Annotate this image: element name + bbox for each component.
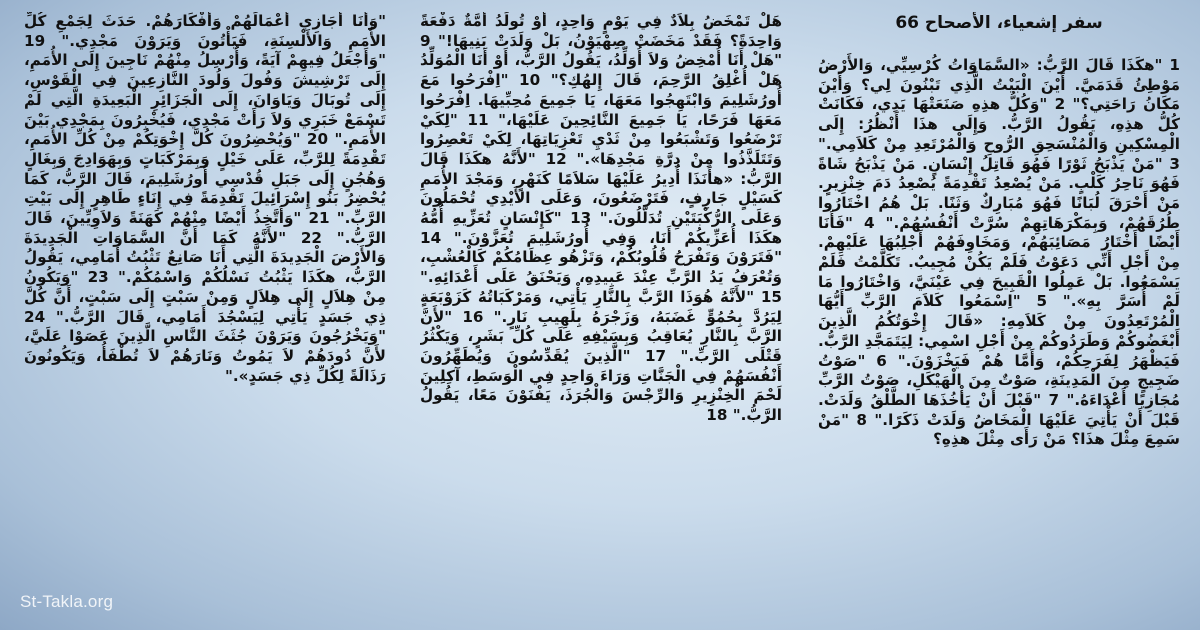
text-column-middle: [420, 12, 782, 612]
chapter-text-part-1: 1 "هكَذَا قَالَ الرَّبُّ: «السَّمَاوَاتُ كُرْسِيِّي، وَالأَرْضُ مَوْطِئُ قَدَمَيَّ. أَيْنَ الْبَيْتُ الَّذِي تَبْنُونَ لِي؟ وَأَيْنَ مَكَانُ رَاحَتِي؟" 2 "وَكُلُّ هذِهِ صَنَعَتْهَا يَدِي، فَكَانَتْ كُلُّ هذِهِ، يَقُولُ الرَّبُّ. وَإِلَى هذَا أَنْظُرُ: إِلَى الْمِسْكِينِ وَالْمُنْسَحِقِ الرُّوحِ وَالْمُرْتَعِدِ مِنْ كَلاَمِي." 3 "مَنْ يَذْبَحُ ثَوْرًا فَهُوَ قَاتِلُ إِنْسَانٍ. مَنْ يَذْبَحُ شَاةً فَهُوَ نَاحِرُ كَلْبٍ. مَنْ يُصْعِدُ تَقْدِمَةً يُصْعِدُ دَمَ خِنْزِيرٍ. مَنْ أَحْرَقَ لُبَانًا فَهُوَ مُبَارِكٌ وَثَنًا. بَلْ هُمُ اخْتَارُوا طُرُقَهُمْ، وَبِمَكْرَهَاتِهِمْ سُرَّتْ أَنْفُسُهُمْ." 4 "فَأَنَا أَيْضًا أَخْتَارُ مَصَائِبَهُمْ، وَمَخَاوِفَهُمْ أَجْلِبُهَا عَلَيْهِمْ. مِنْ أَجْلِ أَنِّي دَعَوْتُ فَلَمْ يَكُنْ مُجِيبٌ. تَكَلَّمْتُ فَلَمْ يَسْمَعُوا. بَلْ عَمِلُوا الْقَبِيحَ فِي عَيْنَيَّ، وَاخْتَارُوا مَا لَمْ أُسَرَّ بِهِ»." 5 "اِسْمَعُوا كَلاَمَ الرَّبِّ أَيُّهَا الْمُرْتَعِدُونَ مِنْ كَلاَمِهِ: «قَالَ إِخْوَتُكُمُ الَّذِينَ أَبْغَضُوكُمْ وَطَرَدُوكُمْ مِنْ أَجْلِ اسْمِي: لِيَتَمَجَّدِ الرَّبُّ. فَيَظْهَرُ لِفَرَحِكُمْ، وَأَمَّا هُمْ فَيَخْزَوْنَ." 6 "صَوْتُ ضَجِيجٍ مِنَ الْمَدِينَةِ، صَوْتٌ مِنَ الْهَيْكَلِ، صَوْتُ الرَّبِّ مُجَازِيًا أَعْدَاءَهُ." 7 "قَبْلَ أَنْ يَأْخُذَهَا الطَّلْقُ وَلَدَتْ. قَبْلَ أَنْ يَأْتِيَ عَلَيْهَا الْمَخَاضُ وَلَدَتْ ذَكَرًا." 8 "مَنْ سَمِعَ مِثْلَ هذَا؟ مَنْ رَأَى مِثْلَ هذِهِ؟: [818, 56, 1180, 449]
text-column-right: [818, 12, 1180, 612]
text-column-left: [24, 12, 386, 612]
site-watermark: St-Takla.org: [20, 592, 114, 611]
chapter-title: سفر إشعياء، الأصحاح 66: [895, 13, 1103, 33]
chapter-text-part-2: هَلْ تَمْخَضُ بِلاَدٌ فِي يَوْمٍ وَاحِدٍ، أَوْ تُولَدُ أُمَّةٌ دَفْعَةً وَاحِدَةً؟ فَقَدْ مَخَضَتْ صِهْيَوْنُ، بَلْ وَلَدَتْ بَنِيهَا!" 9 "هَلْ أَنَا أُمْخِضُ وَلاَ أُوَلِّدُ، يَقُولُ الرَّبُّ، أَوْ أَنَا الْمُوَلِّدُ هَلْ أُغْلِقُ الرَّحِمَ، قَالَ إِلهُكِ؟" 10 "اِفْرَحُوا مَعَ أُورُشَلِيمَ وَابْتَهِجُوا مَعَهَا، يَا جَمِيعَ مُحِبِّيهَا. اِفْرَحُوا مَعَهَا فَرَحًا، يَا جَمِيعَ النَّائِحِينَ عَلَيْهَا،" 11 "لِكَيْ تَرْضَعُوا وَتَشْبَعُوا مِنْ ثَدْيِ تَعْزِيَاتِهَا، لِكَيْ تَعْصِرُوا وَتَتَلَذَّذُوا مِنْ دِرَّةِ مَجْدِهَا»." 12 "لأَنَّهُ هكَذَا قَالَ الرَّبُّ: «هأَنَذَا أُدِيرُ عَلَيْهَا سَلاَمًا كَنَهْرٍ، وَمَجْدَ الأُمَمِ كَسَيْلٍ جَارِفٍ، فَتَرْضَعُونَ، وَعَلَى الأَيْدِي تُحْمَلُونَ وَعَلَى الرُّكْبَتَيْنِ تُدَلَّلُونَ." 13 "كَإِنْسَانٍ تُعَزِّيهِ أُمُّهُ هكَذَا أُعَزِّيكُمْ أَنَا، وَفِي أُورُشَلِيمَ تُعَزَّوْنَ." 14 "فَتَرَوْنَ وَتَفْرَحُ قُلُوبُكُمْ، وَتَزْهُو عِظَامُكُمْ كَالْعُشْبِ، وَتُعْرَفُ يَدُ الرَّبِّ عِنْدَ عَبِيدِهِ، وَيَحْنَقُ عَلَى أَعْدَائِهِ." 15 "لأَنَّهُ هُوَذَا الرَّبَّ بِالنَّارِ يَأْتِي، وَمَرْكَبَاتُهُ كَزَوْبَعَةٍ لِيَرُدَّ بِحُمُوٍّ غَضَبَهُ، وَزَجْرَهُ بِلَهِيبِ نَارٍ." 16 "لأَنَّ الرَّبَّ بِالنَّارِ يُعَاقِبُ وَبِسَيْفِهِ عَلَى كُلِّ بَشَرٍ، وَيَكْثُرُ قَتْلَى الرَّبِّ." 17 "الَّذِينَ يُقَدِّسُونَ وَيُطَهِّرُونَ أَنْفُسَهُمْ فِي الْجَنَّاتِ وَرَاءَ وَاحِدٍ فِي الْوَسَطِ، آكِلِينَ لَحْمَ الْخِنْزِيرِ وَالرِّجْسَ وَالْجُرَذَ، يَفْنَوْنَ مَعًا، يَقُولُ الرَّبُّ." 18: [420, 12, 782, 425]
chapter-text-part-3: "وَأَنَا أُجَازِي أَعْمَالَهُمْ وَأَفْكَارَهُمْ. حَدَثَ لِجَمْعِ كُلِّ الأُمَمِ وَالأَلْسِنَةِ، فَيَأْتُونَ وَيَرَوْنَ مَجْدِي." 19 "وَأَجْعَلُ فِيهِمْ آيَةً، وَأُرْسِلُ مِنْهُمْ نَاجِينَ إِلَى الأُمَمِ، إِلَى تَرْشِيشَ وَفُولَ وَلُودَ النَّازِعِينَ فِي الْقَوْسِ، إِلَى تُوبَالَ وَيَاوَانَ، إِلَى الْجَزَائِرِ الْبَعِيدَةِ الَّتِي لَمْ تَسْمَعْ خَبَرِي وَلاَ رَأَتْ مَجْدِي، فَيُخْبِرُونَ بِمَجْدِي بَيْنَ الأُمَمِ." 20 "وَيُحْضِرُونَ كُلَّ إِخْوَتِكُمْ مِنْ كُلِّ الأُمَمِ، تَقْدِمَةً لِلرَّبِّ، عَلَى خَيْلٍ وَبِمَرْكَبَاتٍ وَبِهَوَادِجَ وَبِغَالٍ وَهُجُنٍ إِلَى جَبَلِ قُدْسِي أُورُشَلِيمَ، قَالَ الرَّبُّ، كَمَا يُحْضِرُ بَنُو إِسْرَائِيلَ تَقْدِمَةً فِي إِنَاءٍ طَاهِرٍ إِلَى بَيْتِ الرَّبِّ." 21 "وَأَتَّخِذُ أَيْضًا مِنْهُمْ كَهَنَةً وَلاَوِيِّينَ، قَالَ الرَّبُّ." 22 "لأَنَّهُ كَمَا أَنَّ السَّمَاوَاتِ الْجَدِيدَةَ وَالأَرْضَ الْجَدِيدَةَ الَّتِي أَنَا صَانِعٌ تَثْبُتُ أَمَامِي، يَقُولُ الرَّبُّ، هكَذَا يَثْبُتُ نَسْلُكُمْ وَاسْمُكُمْ." 23 "وَيَكُونُ مِنْ هِلاَلٍ إِلَى هِلاَلٍ وَمِنْ سَبْتٍ إِلَى سَبْتٍ، أَنَّ كُلَّ ذِي جَسَدٍ يَأْتِي لِيَسْجُدَ أَمَامِي، قَالَ الرَّبُّ." 24 "وَيَخْرُجُونَ وَيَرَوْنَ جُثَثَ النَّاسِ الَّذِينَ عَصَوْا عَلَيَّ، لأَنَّ دُودَهُمْ لاَ يَمُوتُ وَنَارَهُمْ لاَ تُطْفَأُ، وَيَكُونُونَ رَذَالَةً لِكُلِّ ذِي جَسَدٍ».": [24, 12, 386, 385]
